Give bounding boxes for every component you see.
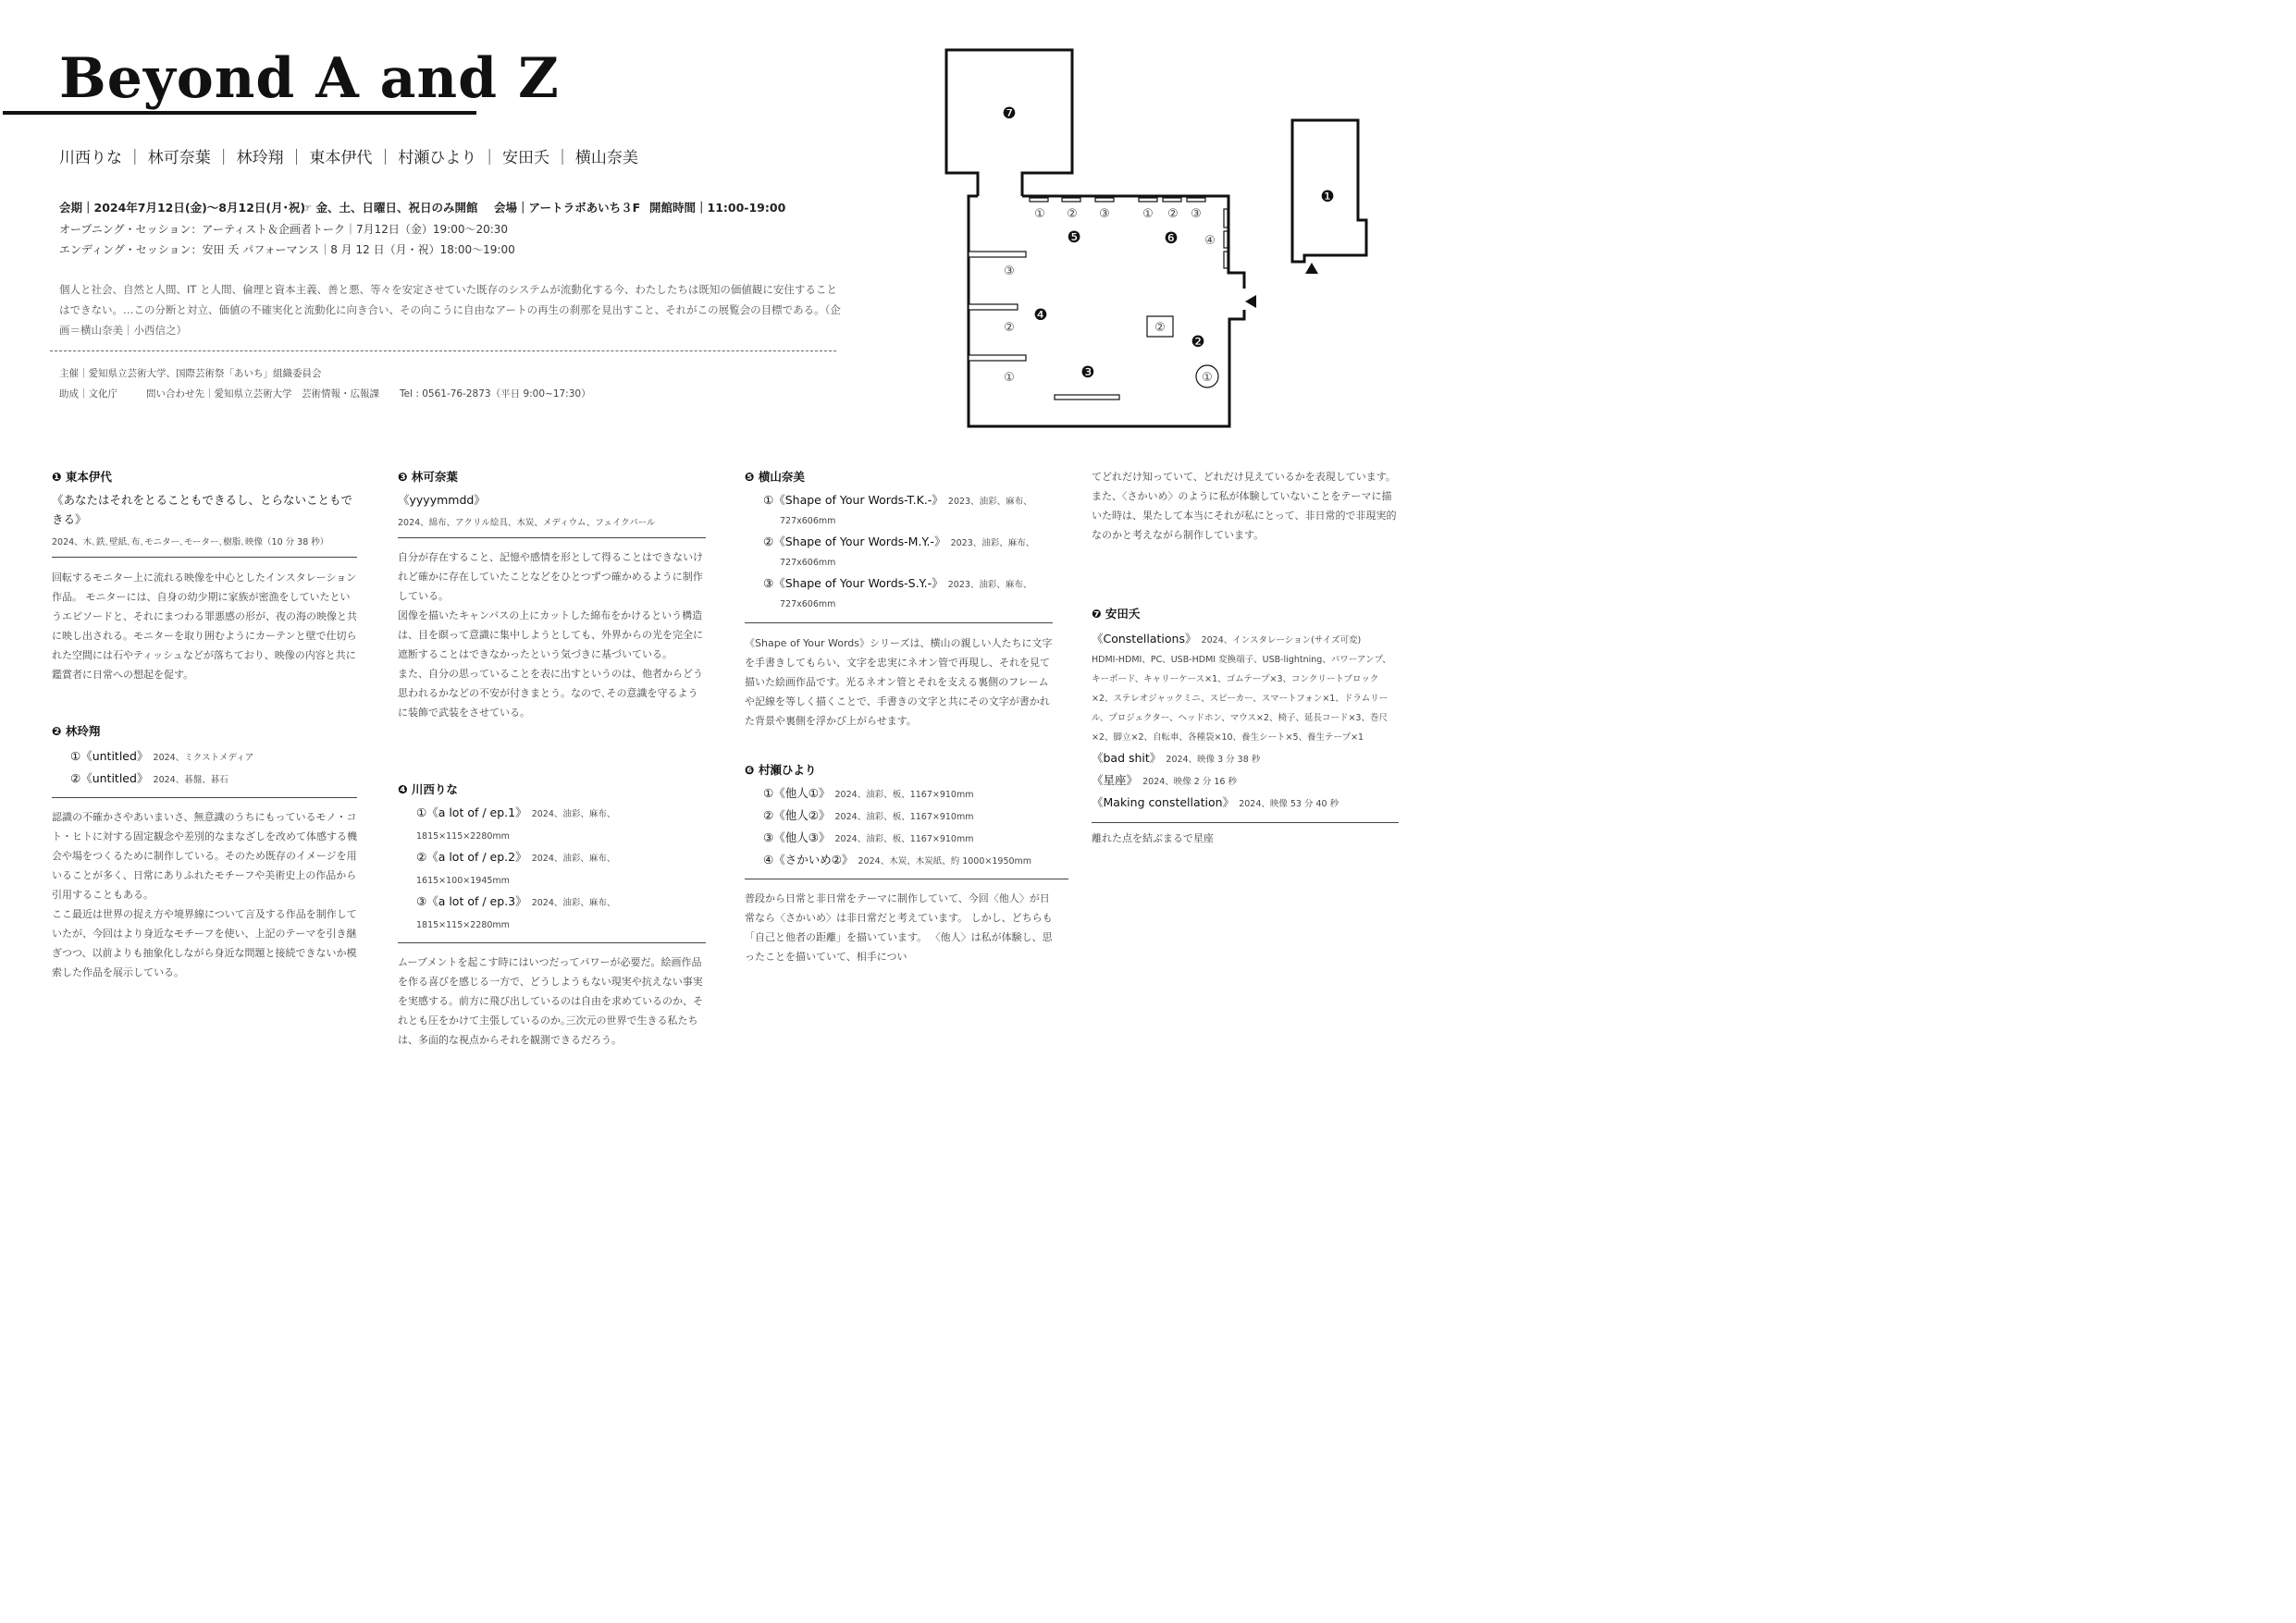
section-6-heading: ❻ 村瀬ひより (745, 763, 817, 777)
section-5-rule (745, 622, 1053, 623)
artists-line: 川西りな ｜ 林可奈葉 ｜ 林玲翔 ｜ 東本伊代 ｜ 村瀬ひより ｜ 安田夭 ｜ 横山奈美 (59, 149, 638, 167)
panel (1062, 198, 1080, 202)
work-number: ② (1154, 321, 1166, 335)
section-1 (52, 468, 357, 684)
panel (1187, 198, 1205, 202)
room-marker-1: ❶ (1320, 188, 1335, 206)
panel (1224, 252, 1228, 268)
panel (1163, 198, 1181, 202)
dashed-divider (50, 350, 836, 351)
main-room-wall-lower (969, 196, 1244, 426)
section-6-work-meta: 2024、油彩、板、1167×910mm (834, 812, 974, 822)
section-3-body-1: 自分が存在すること、記憶や感情を形として得ることはできないけれど確かに存在していたことなどをひとつずつ確かめるように制作している。 (398, 551, 703, 602)
title-underline (3, 111, 476, 115)
section-2-work-meta: 2024、碁盤、碁石 (153, 775, 228, 785)
section-7-work-meta: 2024、映像 2 分 16 秒 (1142, 777, 1237, 787)
tel-text: Tel : 0561-76-2873（平日 9:00~17:30） (400, 388, 591, 400)
section-2-body-1: 認識の不確かさやあいまいさ、無意識のうちにもっているモノ・コト・ヒトに対する固定観念や差別的なまなざしを改めて体感する機会や場をつくるために制作している。そのため既存のイメージを用いることが多く、日常にありふれたモチーフや美術史上の作品から引用することもある。 (52, 811, 357, 901)
section-5-work-title: ①《Shape of Your Words-T.K.-》 (763, 493, 944, 507)
section-6-work-title: ②《他人②》 (763, 808, 831, 822)
period-text: 会期｜2024年7月12日(金)〜8月12日(月･祝) (59, 201, 306, 215)
panel (1224, 231, 1228, 248)
ending-session-text: エンディング・セッション：安田 夭 パフォーマンス｜8 月 12 日（月・祝）18:00〜19:00 (59, 243, 515, 256)
section-3-heading: ❸ 林可奈葉 (398, 470, 458, 484)
section-2-rule (52, 797, 357, 798)
section-4-work-meta: 2024、油彩、麻布、1815×115×2280mm (416, 809, 616, 842)
entrance-arrow (1245, 295, 1256, 308)
section-4-work-title: ①《a lot of / ep.1》 (416, 805, 527, 819)
section-1-body: 回転するモニター上に流れる映像を中心としたインスタレーション作品。 モニターには、自身の幼少期に家族が密漁をしていたというエピソードと、それにまつわる罪悪感の形が、夜の海の映像と共に映し出される。モニターを取り囲むようにカーテンと壁で仕切られた空間には石やティッシュなどが落ちており、映像の内容と共に鑑賞者に日常への想起を促す。 (52, 572, 357, 681)
section-4-work-title: ②《a lot of / ep.2》 (416, 850, 527, 864)
section-1-rule (52, 557, 357, 558)
work-number: ① (1202, 371, 1213, 385)
wall-panel (969, 304, 1018, 310)
support-text: 助成｜文化庁 (59, 388, 117, 400)
section-3-work-title: 《yyyymmdd》 (398, 493, 486, 507)
section-6-work-title: ①《他人①》 (763, 786, 831, 800)
section-4-work-meta: 2024、油彩、麻布、1815×115×2280mm (416, 898, 616, 930)
section-6-work-meta: 2024、木炭、木炭紙、約 1000×1950mm (858, 856, 1032, 867)
panel (1095, 198, 1114, 202)
section-5-work-meta: 2023、油彩、麻布、 (950, 538, 1035, 548)
section-4-body: ムーブメントを起こす時にはいつだってパワーが必要だ。絵画作品を作る喜びを感じる一方で、どうしようもない現実や抗えない事実を実感する。前方に飛び出しているのは自由を求めているのか、それとも圧をかけて主張しているのか｡三次元の世界で生きる私たちは、多面的な視点からそれを観測できるだろう。 (398, 956, 703, 1046)
venue-text: 会場｜アートラボあいち３F (494, 201, 641, 215)
section-6-body: 普段から日常と非日常をテーマに制作していて、今回〈他人〉が日常なら〈さかいめ〉は非日常だと考えています。 しかし、どちらも「自己と他者の距離」を描いています。 〈他人〉は私が体験し、思ったことを描いていて、相手につい (745, 892, 1053, 963)
section-6-work-meta: 2024、油彩、板、1167×910mm (834, 834, 974, 844)
section-5-heading: ❺ 横山奈美 (745, 470, 805, 484)
entrance-arrow (1305, 263, 1318, 274)
section-1-work-title: 《あなたはそれをとることもできるし、とらないこともできる》 (52, 493, 353, 526)
section-7-work-meta: 2024、インスタレーション(サイズ可変) (1201, 635, 1362, 646)
room-marker-2: ❷ (1191, 333, 1205, 351)
section-7-work-title: 《Making constellation》 (1092, 795, 1235, 809)
open-days-text: ☞ 金、土、日曜日、祝日のみ開館 (302, 201, 478, 215)
section-4-heading: ❹ 川西りな (398, 782, 458, 796)
hours-text: 開館時間｜11:00-19:00 (649, 201, 786, 215)
work-number: ③ (1099, 207, 1110, 221)
section-5-work-title: ③《Shape of Your Words-S.Y.-》 (763, 576, 944, 590)
wall-panel (969, 355, 1026, 361)
work-number: ③ (1191, 207, 1202, 221)
work-number: ④ (1204, 234, 1216, 248)
panel (1139, 198, 1157, 202)
section-6 (745, 761, 1068, 966)
section-2-work-meta: 2024、ミクストメディア (153, 753, 254, 763)
section-1-heading: ❶ 東本伊代 (52, 470, 112, 484)
section-3-body-3: また、自分の思っていることを表に出すというのは、他者からどう思われるかなどの不安が付きまとう。なので､その意識を守るように装飾で武装をさせている。 (398, 668, 703, 719)
section-2-work-title: ②《untitled》 (70, 771, 149, 785)
section-2-heading: ❷ 林玲翔 (52, 724, 101, 738)
work-number: ① (1004, 371, 1015, 385)
panel (1030, 198, 1048, 202)
contact-text: 問い合わせ先｜愛知県立芸術大学 芸術情報・広報課 (146, 388, 379, 400)
section-2-body-2: ここ最近は世界の捉え方や境界線について言及する作品を制作していたが、今回はより身近なモチーフを使い、上記のテーマを引き継ぎつつ、以前よりも抽象化しながら身近な問題と接続できないか模索した作品を展示している。 (52, 908, 357, 978)
section-3 (398, 468, 706, 722)
section-7-work-title: 《星座》 (1092, 773, 1139, 787)
work-number: ③ (1004, 264, 1015, 278)
section-5-work-size: 727x606mm (780, 516, 836, 526)
section-4-work-title: ③《a lot of / ep.3》 (416, 894, 527, 908)
floor-panel (1055, 395, 1119, 400)
section-5-work-size: 727x606mm (780, 558, 836, 568)
work-number: ① (1142, 207, 1154, 221)
curatorial-statement: 個人と社会、自然と人間、IT と人間、倫理と資本主義、善と悪、等々を安定させていた既存のシステムが流動化する今、わたしたちは既知の価値観に安住することはできない。…この分断と対立、価値の不確実化と流動化に向き合い、その向こうに自由なアートの再生の刹那を見出すこと、それがこの展覧会の目標である。（企画＝横山奈美｜小西信之） (59, 283, 841, 337)
section-4 (398, 781, 706, 1050)
section-5-work-size: 727x606mm (780, 599, 836, 609)
section-7-heading: ❼ 安田夭 (1092, 607, 1141, 621)
section-7-work-title: 《bad shit》 (1092, 751, 1162, 765)
section-6-work-title: ③《他人③》 (763, 830, 831, 844)
opening-session-text: オープニング・セッション：アーティスト＆企画者トーク｜7月12日（金）19:00〜20:30 (59, 223, 509, 236)
room-marker-4: ❹ (1033, 306, 1048, 325)
section-3-rule (398, 537, 706, 538)
work-number: ② (1167, 207, 1179, 221)
section-5-body: 《Shape of Your Words》シリーズは、横山の親しい人たちに文字を手書きしてもらい、文字を忠実にネオン管で再現し、それを見て描いた絵画作品です。光るネオン管とそれを支える裏側のフレームや記線を等しく描くことで、手書きの文字と共にその文字が書かれた背景や裏側を浮かび上がらせます。 (745, 637, 1053, 727)
room-marker-5: ❺ (1067, 228, 1081, 247)
room-marker-6: ❻ (1164, 229, 1179, 248)
section-4-rule (398, 942, 706, 943)
floor-plan (925, 28, 1434, 444)
wall-panel (969, 252, 1026, 257)
work-number: ② (1067, 207, 1078, 221)
section-1-work-meta: 2024、木､鉄､壁紙､布､モニター､モーター､樹脂､映像（10 分 38 秒） (52, 537, 329, 547)
room-marker-3: ❸ (1080, 363, 1095, 382)
section-5-work-meta: 2023、油彩、麻布、 (947, 497, 1032, 507)
section-3-work-meta: 2024、綿布、アクリル絵具、木炭、メディウム、フェイクパール (398, 518, 656, 528)
section-6-work-meta: 2024、油彩、板、1167×910mm (834, 790, 974, 800)
section-7 (1092, 605, 1399, 848)
section-5 (745, 468, 1053, 731)
room-7-wall (946, 50, 1072, 196)
organizer-text: 主催｜愛知県立芸術大学、国際芸術祭「あいち」組織委員会 (59, 368, 322, 379)
section-7-body: 離れた点を結ぶまるで星座 (1092, 832, 1214, 844)
section-5-work-title: ②《Shape of Your Words-M.Y.-》 (763, 535, 946, 548)
section-6-body-continued: てどれだけ知っていて、どれだけ見えているかを表現しています。 また、〈さかいめ〉のように私が体験していないことをテーマに描いた時は、果たして本当にそれが私にとって、非日常的で非現実的なのかと考えながら制作しています。 (1092, 471, 1397, 541)
section-7-rule (1092, 822, 1399, 823)
section-7-work-meta: 2024、映像 3 分 38 秒 (1166, 755, 1261, 765)
panel (1224, 209, 1228, 227)
section-3-body-2: 図像を描いたキャンバスの上にカットした綿布をかけるという構造は、目を瞑って意識に集中しようとしても、外界からの光を完全に遮断することはできなかったという気づきに基づいている。 (398, 609, 703, 660)
work-number: ② (1004, 321, 1015, 335)
section-7-work-meta: 2024、映像 53 分 40 秒 (1239, 799, 1339, 809)
section-2 (52, 722, 357, 982)
section-4-work-meta: 2024、油彩、麻布、1615×100×1945mm (416, 854, 616, 886)
section-7-materials: HDMI-HDMI、PC、USB-HDMI 変換端子、USB-lightning、パワーアンプ、キーボード、キャリーケース×1、ゴムテープ×3、コンクリートブロック×2、ステレオジャックミニ、スピーカー、スマートフォン×1、ドラムリール、プロジェクター、ヘッドホン、マウス×2、椅子、延長コード×3、巻尺×2、脚立×2、自転車、各種袋×10、養生シート×5、養生テープ×1 (1092, 655, 1391, 743)
work-number: ① (1034, 207, 1045, 221)
section-7-work-title: 《Constellations》 (1092, 632, 1197, 646)
exhibition-title: Beyond A and Z (59, 46, 560, 111)
section-2-work-title: ①《untitled》 (70, 749, 149, 763)
section-5-work-meta: 2023、油彩、麻布、 (947, 580, 1032, 590)
section-6-work-title: ④《さかいめ②》 (763, 853, 854, 867)
room-marker-7: ❼ (1002, 105, 1017, 123)
